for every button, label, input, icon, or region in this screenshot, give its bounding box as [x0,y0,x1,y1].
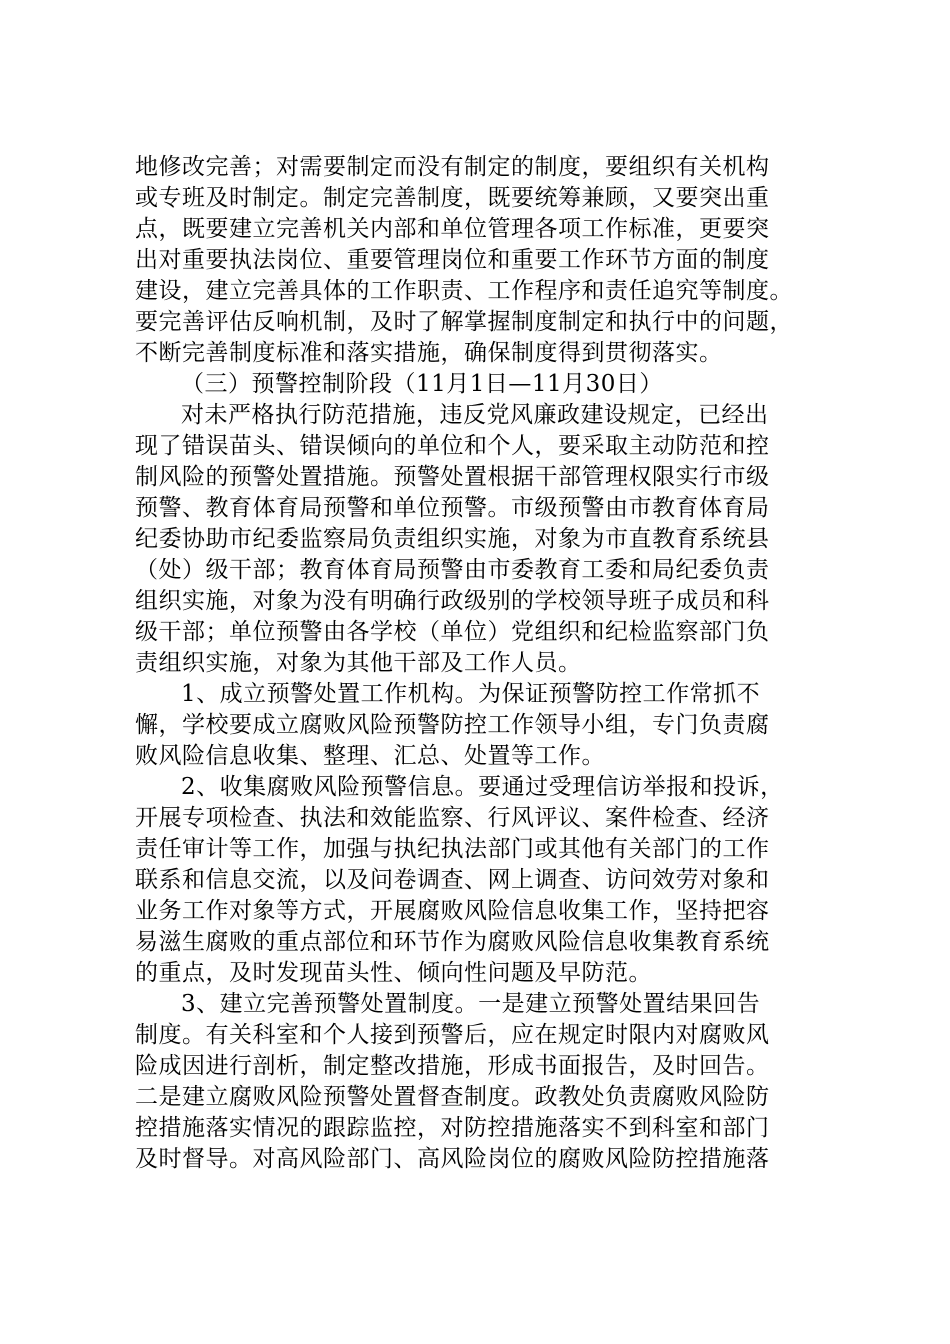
text-line: 2、收集腐败风险预警信息。要通过受理信访举报和投诉， [181,774,784,800]
paragraph-item-1 [135,679,835,772]
text-line: 纪委协助市纪委监察局负责组织实施，对象为市直教育系统县 [135,526,770,552]
text-line: 及时督导。对高风险部门、高风险岗位的腐败风险防控措施落 [135,1146,770,1172]
text-line: 易滋生腐败的重点部位和环节作为腐败风险信息收集教育系统 [135,929,770,955]
text-line: 懈，学校要成立腐败风险预警防控工作领导小组，专门负责腐 [135,712,770,738]
text-line: 不断完善制度标准和落实措施，确保制度得到贯彻落实。 [135,340,723,366]
text-line: 建设，建立完善具体的工作职责、工作程序和责任追究等制度。 [135,278,793,304]
text-line: 出对重要执法岗位、重要管理岗位和重要工作环节方面的制度 [135,247,770,273]
text-line: 要完善评估反响机制，及时了解掌握制度制定和执行中的问题， [135,309,793,335]
text-line: 地修改完善；对需要制定而没有制定的制度，要组织有关机构 [135,154,770,180]
section-heading: （三）预警控制阶段（11月1日—11月30日） [181,371,663,397]
text-line: 1、成立预警处置工作机构。为保证预警防控工作常抓不 [181,681,761,707]
text-line: 二是建立腐败风险预警处置督查制度。政教处负责腐败风险防 [135,1084,770,1110]
text-line: 3、建立完善预警处置制度。一是建立预警处置结果回告 [181,991,761,1017]
text-line: 业务工作对象等方式，开展腐败风险信息收集工作，坚持把容 [135,898,770,924]
text-line: 对未严格执行防范措施，违反党风廉政建设规定，已经出 [181,402,769,428]
text-line: 责任审计等工作，加强与执纪执法部门或其他有关部门的工作 [135,836,770,862]
section-heading-warning-control [135,369,835,400]
paragraph-item-2 [135,772,835,989]
text-line: 的重点，及时发现苗头性、倾向性问题及早防范。 [135,960,652,986]
text-line: 组织实施，对象为没有明确行政级别的学校领导班子成员和科 [135,588,770,614]
text-line: 联系和信息交流，以及问卷调查、网上调查、访问效劳对象和 [135,867,770,893]
text-line: 开展专项检查、执法和效能监察、行风评议、案件检查、经济 [135,805,770,831]
text-line: （处）级干部；教育体育局预警由市委教育工委和局纪委负责 [135,557,770,583]
text-line: 险成因进行剖析，制定整改措施，形成书面报告，及时回告。 [135,1053,770,1079]
document-page [135,152,835,1175]
text-line: 预警、教育体育局预警和单位预警。市级预警由市教育体育局 [135,495,770,521]
text-line: 或专班及时制定。制定完善制度，既要统筹兼顾，又要突出重 [135,185,770,211]
paragraph-warning-measures [135,400,835,679]
text-line: 制风险的预警处置措施。预警处置根据干部管理权限实行市级 [135,464,770,490]
text-line: 点，既要建立完善机关内部和单位管理各项工作标准，更要突 [135,216,770,242]
text-line: 制度。有关科室和个人接到预警后，应在规定时限内对腐败风 [135,1022,770,1048]
text-line: 现了错误苗头、错误倾向的单位和个人，要采取主动防范和控 [135,433,770,459]
paragraph-system-improvement [135,152,835,369]
text-line: 败风险信息收集、整理、汇总、处置等工作。 [135,743,605,769]
paragraph-item-3 [135,989,835,1175]
text-line: 责组织实施，对象为其他干部及工作人员。 [135,650,582,676]
text-line: 级干部；单位预警由各学校（单位）党组织和纪检监察部门负 [135,619,770,645]
text-line: 控措施落实情况的跟踪监控，对防控措施落实不到科室和部门 [135,1115,770,1141]
